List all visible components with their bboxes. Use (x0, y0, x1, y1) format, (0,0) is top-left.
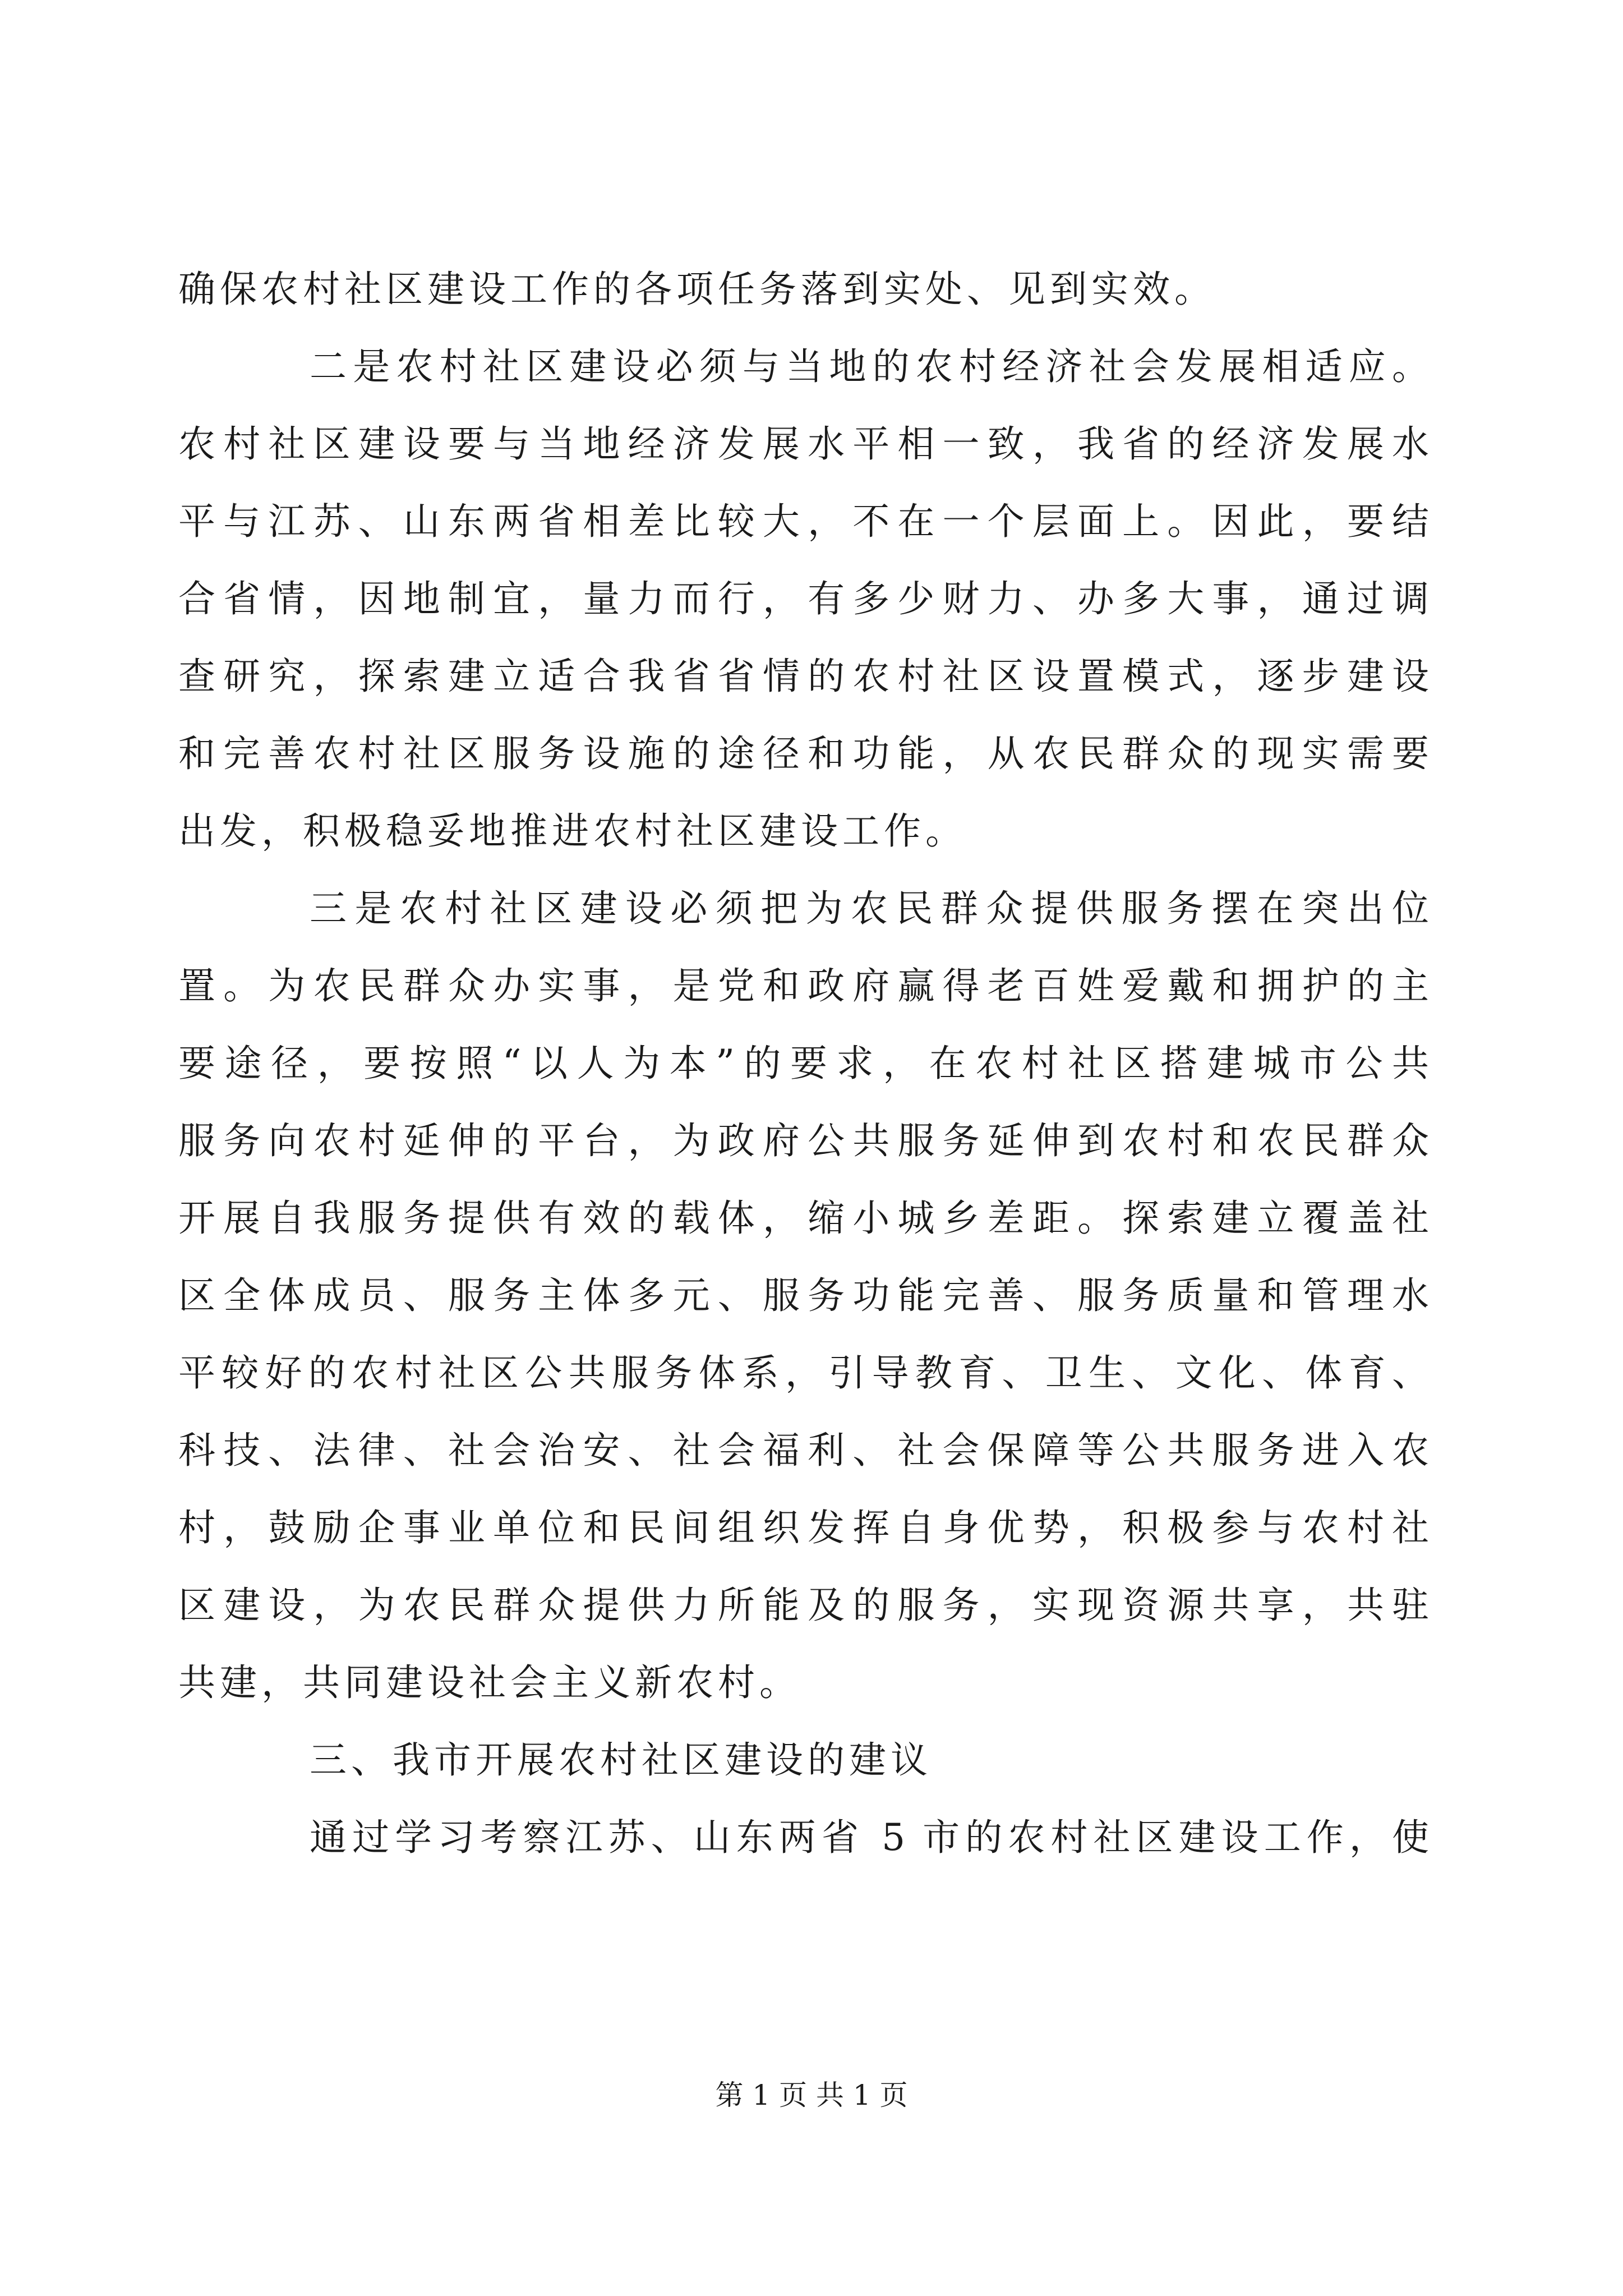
text-line: 确保农村社区建设工作的各项任务落到实处、见到实效。 (178, 268, 1216, 311)
text-line: 服务向农村延伸的平台，为政府公共服务延伸到农村和农民群众 (178, 1119, 1429, 1162)
text-line: 平与江苏、山东两省相差比较大，不在一个层面上。因此，要结 (178, 500, 1429, 543)
text-line: 区全体成员、服务主体多元、服务功能完善、服务质量和管理水 (178, 1274, 1429, 1317)
text-line: 二是农村社区建设必须与当地的农村经济社会发展相适应。 (310, 345, 1429, 388)
text-line: 出发，积极稳妥地推进农村社区建设工作。 (178, 809, 967, 853)
text-line: 三是农村社区建设必须把为农民群众提供服务摆在突出位 (310, 887, 1429, 930)
text-line: 查研究，探索建立适合我省省情的农村社区设置模式，逐步建设 (178, 655, 1429, 698)
text-line: 共建，共同建设社会主义新农村。 (178, 1661, 801, 1704)
section-heading: 三、我市开展农村社区建设的建议 (310, 1738, 932, 1782)
text-line: 通过学习考察江苏、山东两省 5 市的农村社区建设工作，使 (310, 1816, 1429, 1859)
text-line: 和完善农村社区服务设施的途径和功能，从农民群众的现实需要 (178, 732, 1429, 775)
text-line: 区建设，为农民群众提供力所能及的服务，实现资源共享，共驻 (178, 1584, 1429, 1627)
text-line: 开展自我服务提供有效的载体，缩小城乡差距。探索建立覆盖社 (178, 1197, 1429, 1240)
text-line: 村，鼓励企事业单位和民间组织发挥自身优势，积极参与农村社 (178, 1506, 1429, 1549)
text-line: 置。为农民群众办实事，是党和政府赢得老百姓爱戴和拥护的主 (178, 964, 1429, 1007)
text-line: 合省情，因地制宜，量力而行，有多少财力、办多大事，通过调 (178, 577, 1429, 620)
text-line: 农村社区建设要与当地经济发展水平相一致，我省的经济发展水 (178, 422, 1429, 466)
text-line: 科技、法律、社会治安、社会福利、社会保障等公共服务进入农 (178, 1429, 1429, 1472)
text-line: 要途径，要按照“以人为本”的要求，在农村社区搭建城市公共 (178, 1042, 1429, 1085)
page-footer: 第 1 页 共 1 页 (715, 2079, 908, 2111)
text-line: 平较好的农村社区公共服务体系，引导教育、卫生、文化、体育、 (178, 1351, 1429, 1395)
